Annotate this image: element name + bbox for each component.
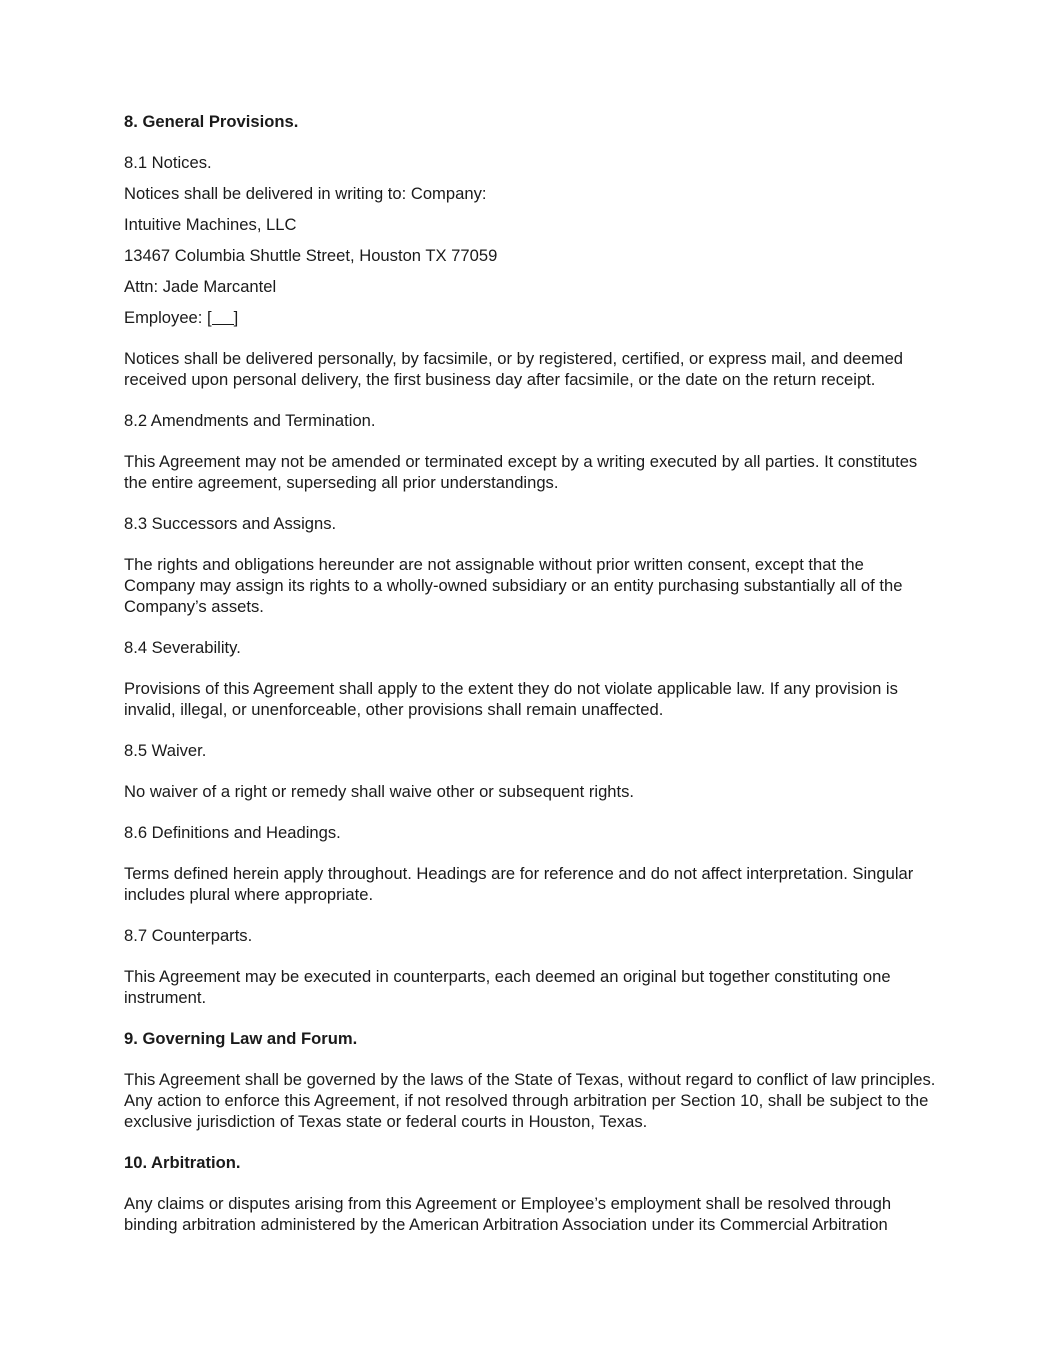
section-9-heading: 9. Governing Law and Forum. (124, 1029, 358, 1048)
section-8-1-heading: 8.1 Notices. (124, 153, 212, 172)
employee-bracket-close: ] (233, 308, 239, 327)
section-8-5-body: No waiver of a right or remedy shall waive other or subsequent rights. (124, 782, 635, 801)
employee-label: Employee: [ (124, 308, 212, 327)
section-8-6-body: Terms defined herein apply throughout. Headings are for reference and do not affect interpretation. Singular includes plural where appropriate. (124, 864, 914, 904)
section-8-4-heading: 8.4 Severability. (124, 638, 241, 657)
company-address: 13467 Columbia Shuttle Street, Houston TX 77059 (124, 246, 498, 265)
section-8-2-body: This Agreement may not be amended or terminated except by a writing executed by all parties. It constitutes the entire agreement, superseding all prior understandings. (124, 452, 918, 492)
company-attn: Attn: Jade Marcantel (124, 277, 277, 296)
section-8-3-body: The rights and obligations hereunder are not assignable without prior written consent, except that the Company may assign its rights to a wholly-owned subsidiary or an entity purchasing substantially all of the Company’s assets. (124, 555, 903, 616)
section-10-heading: 10. Arbitration. (124, 1153, 241, 1172)
company-name: Intuitive Machines, LLC (124, 215, 297, 234)
section-8-7-heading: 8.7 Counterparts. (124, 926, 253, 945)
section-8-7-body: This Agreement may be executed in counterparts, each deemed an original but together constituting one instrument. (124, 967, 891, 1007)
section-9-body: This Agreement shall be governed by the laws of the State of Texas, without regard to conflict of law principles. Any action to enforce this Agreement, if not resolved through arbitration per Section 10, shall be subject to the exclusive jurisdiction of Texas state or federal courts in Houston, Texas. (124, 1070, 936, 1131)
notices-intro: Notices shall be delivered in writing to: Company: (124, 184, 487, 203)
section-8-heading: 8. General Provisions. (124, 112, 299, 131)
employee-blank-field (212, 309, 234, 325)
section-8-6-heading: 8.6 Definitions and Headings. (124, 823, 341, 842)
notices-body: Notices shall be delivered personally, by facsimile, or by registered, certified, or express mail, and deemed received upon personal delivery, the first business day after facsimile, or the date on the return receipt. (124, 349, 904, 389)
section-8-3-heading: 8.3 Successors and Assigns. (124, 514, 337, 533)
section-10-body: Any claims or disputes arising from this Agreement or Employee’s employment shall be resolved through binding arbitration administered by the American Arbitration Association under its Commercial Arbitration (124, 1194, 892, 1234)
section-8-2-heading: 8.2 Amendments and Termination. (124, 411, 376, 430)
section-8-5-heading: 8.5 Waiver. (124, 741, 207, 760)
document-page (124, 111, 936, 1235)
employee-line (124, 307, 936, 328)
section-8-4-body: Provisions of this Agreement shall apply to the extent they do not violate applicable law. If any provision is invalid, illegal, or unenforceable, other provisions shall remain unaffected. (124, 679, 898, 719)
